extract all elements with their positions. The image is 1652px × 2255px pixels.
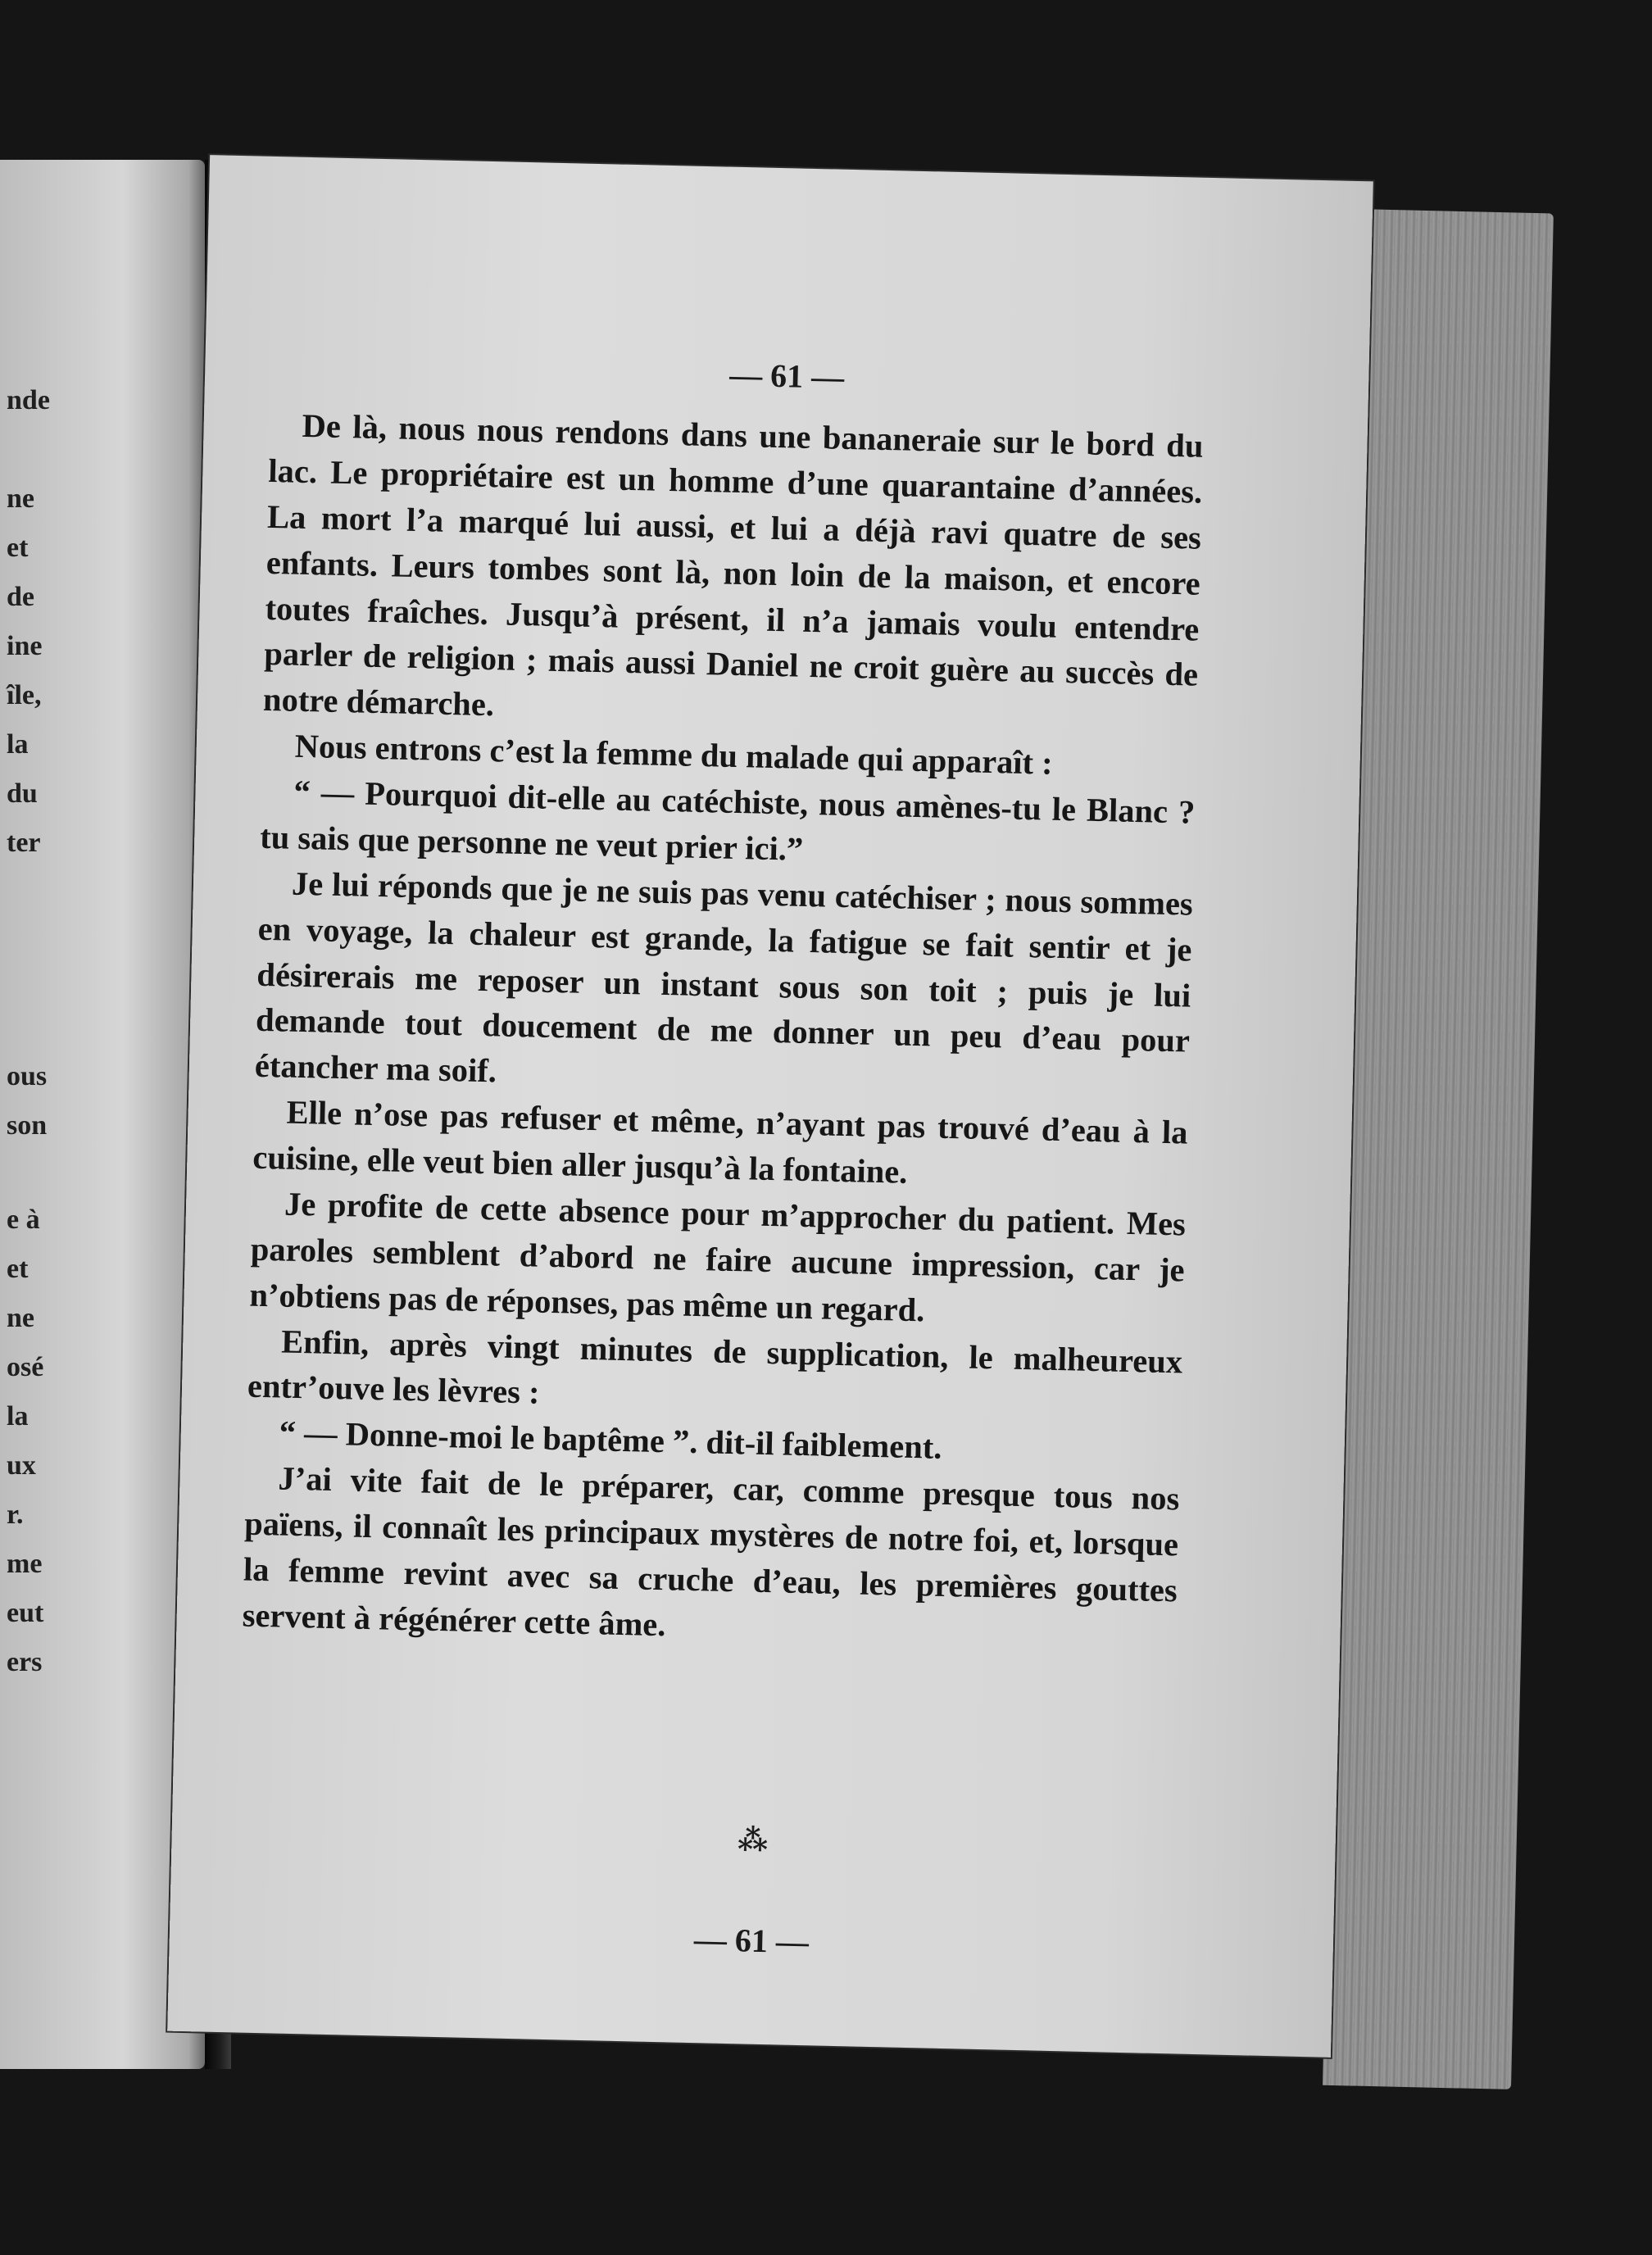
section-separator: ⁂ — [737, 1823, 770, 1858]
paragraph: “ — Pourquoi dit-elle au catéchiste, nous amènes-tu le Blanc ? tu sais que personne ne veut prier ici.” — [259, 773, 1196, 868]
page-number-top: — 61 — — [728, 356, 845, 396]
paragraph: Enfin, après vingt minutes de supplication, le malheureux entr’ouve les lèvres : — [247, 1323, 1183, 1412]
left-page-fragment: ne — [7, 483, 34, 514]
left-page-fragment: me — [7, 1549, 43, 1579]
paragraph: Je profite de cette absence pour m’approcher du patient. Mes paroles semblent d’abord ne faire aucune impression, car je n’obtiens pas de réponses, pas même un regard. — [249, 1185, 1187, 1328]
left-page-fragment: r. — [7, 1500, 24, 1530]
left-page-fragment: la — [7, 1401, 29, 1431]
left-page-fragment: eut — [7, 1598, 44, 1628]
left-page-fragment: de — [7, 582, 34, 612]
left-page-fragment: son — [7, 1110, 48, 1141]
left-page-fragment: et — [7, 533, 29, 563]
left-page-fragment: ne — [7, 1303, 34, 1333]
left-page-fragment: île, — [7, 680, 42, 710]
left-page-fragment: ter — [7, 828, 41, 858]
paragraph: Je lui réponds que je ne suis pas venu catéchiser ; nous sommes en voyage, la chaleur est grande, la fatigue se fait sentir et je désirerais me reposer un instant sous son toit ; puis je lui demande tout doucement de me donner un peu d’eau pour étancher ma soif. — [254, 864, 1194, 1090]
left-page-fragment: ers — [7, 1647, 43, 1677]
page-number-bottom: — 61 — — [693, 1921, 810, 1961]
left-page-fragment: osé — [7, 1352, 44, 1382]
left-page-fragment: ous — [7, 1061, 48, 1091]
paragraph: J’ai vite fait de le préparer, car, comme presque tous nos païens, il connaît les principaux mystères de notre foi, et, lorsque la femme revint avec sa cruche d’eau, les premières gouttes servent à régénérer cette âme. — [242, 1459, 1180, 1644]
paragraph: “ — Donne-moi le baptême ”. dit-il faiblement. — [279, 1413, 942, 1467]
right-page — [167, 155, 1373, 2058]
left-page-fragment: ine — [7, 631, 43, 661]
left-page-fragment: nde — [7, 385, 50, 415]
paragraph: Elle n’ose pas refuser et même, n’ayant pas trouvé d’eau à la cuisine, elle veut bien aller jusqu’à la fontaine. — [252, 1093, 1188, 1191]
left-page-fragment: e à — [7, 1205, 40, 1235]
left-page-fragment: et — [7, 1254, 29, 1284]
paragraph: Nous entrons c’est la femme du malade qui apparaît : — [294, 727, 1054, 782]
paragraph: De là, nous nous rendons dans une bananeraie sur le bord du lac. Le propriétaire est un homme d’une quarantaine d’années. La mort l’a marqué lui aussi, et lui a déjà ravi quatre de ses enfants. Leurs tombes sont là, non loin de la maison, et encore toutes fraîches. Jusqu’à présent, il n’a jamais voulu entendre parler de religion ; mais aussi Daniel ne croit guère au succès de notre démarche. — [262, 406, 1204, 724]
left-page-fragment: la — [7, 729, 29, 760]
left-page-fragment: du — [7, 778, 38, 809]
page-body — [242, 402, 1204, 1659]
left-page-fragment: ux — [7, 1450, 36, 1481]
